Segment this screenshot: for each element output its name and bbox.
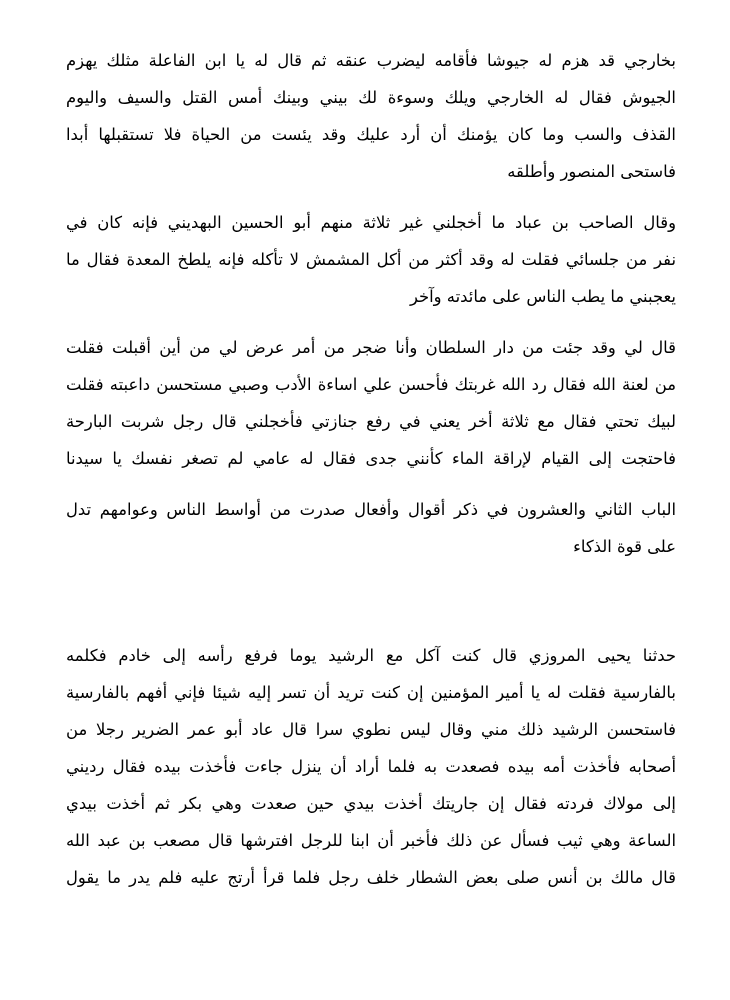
text-line: الجيوش فقال له الخارجي ويلك وسوءة لك بيني وبينك أمس القتل والسيف واليوم	[66, 88, 676, 107]
text-line: القذف والسب وما كان يؤمنك أن أرد عليك وقد يئست من الحياة فلا تستقبلها أبدا	[66, 125, 676, 144]
text-line: وقال الصاحب بن عباد ما أخجلني غير ثلاثة منهم أبو الحسين البهديني فإنه كان في	[66, 213, 676, 232]
text-line: من لعنة الله فقال رد الله غربتك فأحسن علي اساءة الأدب وصبي مستحسن داعبته فقلت	[66, 375, 676, 394]
text-line: على قوة الذكاء	[573, 537, 676, 556]
paragraph-3	[66, 329, 676, 477]
text-line: فاستحسن الرشيد ذلك مني وقال ليس نطوي سرا قال عاد أبو عمر الضرير رجلا من	[66, 720, 676, 739]
paragraph-2	[66, 204, 676, 315]
text-line: قال مالك بن أنس صلى بعض الشطار خلف رجل فلما قرأ أرتج عليه فلم يدر ما يقول	[66, 868, 676, 887]
text-line: فاحتجت إلى القيام لإراقة الماء كأنني جدى فقال له عامي لم تصغر نفسك يا سيدنا	[66, 449, 676, 468]
text-line: يعجبني ما يطب الناس على مائدته وآخر	[409, 287, 676, 306]
paragraph-1	[66, 42, 676, 190]
text-line: الباب الثاني والعشرون في ذكر أقوال وأفعال صدرت من أواسط الناس وعوامهم تدل	[66, 500, 676, 519]
text-line: نفر من جلسائي فقلت له وقد أكثر من أكل المشمش لا تأكله فإنه يلطخ المعدة فقال ما	[66, 250, 676, 269]
text-line: حدثنا يحيى المروزي قال كنت آكل مع الرشيد يوما فرفع رأسه إلى خادم فكلمه	[66, 646, 676, 665]
text-line: إلى مولاك فردته فقال إن جاريتك أخذت بيدي حين صعدت وهي بكر ثم أخذت بيدي	[66, 794, 676, 813]
paragraph-5	[66, 637, 676, 896]
text-line: فاستحى المنصور وأطلقه	[507, 162, 676, 181]
text-line: بالفارسية فقلت له يا أمير المؤمنين إن كنت تريد أن تسر إليه شيئا فإني أفهم بالفارسية	[66, 683, 676, 702]
text-line: لبيك تحتي فقال مع ثلاثة أخر يعني في رفع جنازتي فأخجلني قال رجل شربت البارحة	[66, 412, 676, 431]
text-line: قال لي وقد جئت من دار السلطان وأنا ضجر من أمر عرض لي من أين أقبلت فقلت	[66, 338, 676, 357]
text-line: الساعة وهي ثيب فسأل عن ذلك فأخبر أن ابنا للرجل افترشها قال مصعب بن عبد الله	[66, 831, 676, 850]
chapter-heading-paragraph	[66, 491, 676, 565]
text-line: بخارجي قد هزم له جيوشا فأقامه ليضرب عنقه ثم قال له يا ابن الفاعلة مثلك يهزم	[66, 51, 676, 70]
text-line: أصحابه فأخذت أمه بيده فصعدت به فلما أراد أن ينزل جاءت فأخذت بيده فقال رديني	[66, 757, 676, 776]
